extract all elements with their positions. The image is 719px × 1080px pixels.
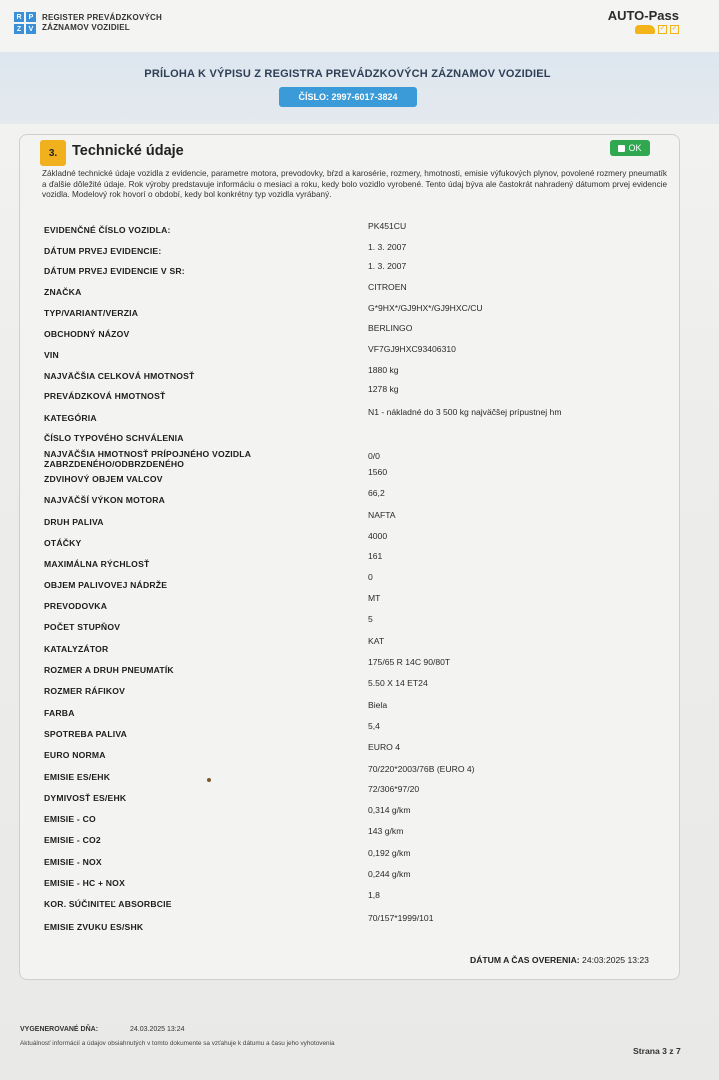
table-row [20, 869, 681, 898]
row-value: 5.50 X 14 ET24 [368, 678, 428, 688]
generated-date [20, 1026, 185, 1033]
row-label: NAJVÄČŠIA CELKOVÁ HMOTNOSŤ [44, 371, 195, 381]
section-intro: Základné technické údaje vozidla z evidencie, parametre motora, prevodovky, bŕzd a karosérie, rozmery, hmotnosti, emisie výfukových plynov, povolené rozmery pneumatík a ďalšie dôležité údaje. Rok výroby predstavuje informáciu o mesiaci a roku, kedy bolo vozidlo vyrobené. Tento údaj býva ale častokrát nahradený dátumom prvej evidencie vozidla. Modelový rok hovorí o období, kedy bol konkrétny typ vozidla vyrábaný. [42, 169, 667, 199]
row-label: DRUH PALIVA [44, 517, 104, 527]
footer-note: Aktuálnosť informácií a údajov obsiahnutých v tomto dokumente sa vzťahuje k dátumu a času jeho vyhotovenia [20, 1040, 335, 1047]
row-value: 1. 3. 2007 [368, 242, 407, 252]
verification-timestamp [470, 955, 649, 965]
checkbox-icon: ✓ [659, 25, 666, 32]
row-value: 1278 kg [368, 384, 399, 394]
row-label: VIN [44, 350, 59, 360]
row-label: OBJEM PALIVOVEJ NÁDRŽE [44, 580, 168, 590]
row-value: 70/220*2003/76B (EURO 4) [368, 764, 475, 774]
table-row [20, 826, 681, 855]
row-value: KAT [368, 636, 385, 646]
row-label: FARBA [44, 708, 75, 718]
paper-speck [207, 778, 211, 782]
table-row [20, 678, 681, 706]
row-value: 1,8 [368, 890, 380, 900]
row-value: 1. 3. 2007 [368, 261, 407, 271]
row-value: NAFTA [368, 510, 396, 520]
row-value: 4000 [368, 531, 388, 541]
row-label: ZDVIHOVÝ OBJEM VALCOV [44, 474, 163, 484]
row-label: PREVÁDZKOVÁ HMOTNOSŤ [44, 391, 166, 401]
table-row [20, 805, 681, 834]
status-label: OK [628, 143, 642, 153]
row-value: 5,4 [368, 721, 380, 731]
table-row [20, 700, 681, 728]
row-label: EMISIE - HC + NOX [44, 878, 125, 888]
row-value: 1880 kg [368, 365, 399, 375]
autopass-icons [608, 25, 679, 34]
generated-value: 24.03.2025 13:24 [130, 1026, 185, 1033]
table-row [20, 572, 681, 600]
row-label: KOR. SÚČINITEĽ ABSORBCIE [44, 899, 172, 909]
table-row [20, 365, 681, 391]
row-value: MT [368, 593, 381, 603]
logo-letter: P [26, 12, 36, 22]
table-row [20, 742, 681, 770]
row-label: PREVODOVKA [44, 601, 108, 611]
row-label: KATEGÓRIA [44, 413, 97, 423]
table-row [20, 510, 681, 537]
table-row [20, 344, 681, 370]
report-number-badge: ČÍSLO: 2997-6017-3824 [279, 87, 417, 107]
row-label: DYMIVOSŤ ES/EHK [44, 793, 127, 803]
row-value: 175/65 R 14C 90/80T [368, 657, 451, 667]
banner-title: PRÍLOHA K VÝPISU Z REGISTRA PREVÁDZKOVÝCH ZÁZNAMOV VOZIDIEL [144, 68, 551, 80]
table-row [20, 303, 681, 328]
row-value: PK451CU [368, 221, 407, 231]
table-row [20, 551, 681, 579]
header-banner [0, 52, 719, 124]
table-row [20, 657, 681, 685]
section-title: Technické údaje [72, 143, 184, 159]
row-value: G*9HX*/GJ9HX*/GJ9HXC/CU [368, 303, 483, 313]
table-row [20, 488, 681, 515]
row-value: CITROEN [368, 282, 407, 292]
row-value: 0,192 g/km [368, 848, 411, 858]
table-row [20, 721, 681, 749]
row-label: OBCHODNÝ NÁZOV [44, 329, 130, 339]
row-label: TYP/VARIANT/VERZIA [44, 308, 139, 318]
table-row [20, 323, 681, 349]
row-label: EVIDENČNÉ ČÍSLO VOZIDLA: [44, 225, 171, 235]
logo-letter: Z [14, 24, 24, 34]
rpzv-logo [14, 12, 162, 34]
page-number: Strana 3 z 7 [633, 1046, 681, 1056]
row-label: EMISIE ZVUKU ES/SHK [44, 922, 144, 932]
row-value: 0 [368, 572, 373, 582]
verification-value: 24:03:2025 13:23 [582, 955, 649, 965]
generated-label: VYGENEROVANÉ DŇA: [20, 1026, 99, 1033]
autopass-title: AUTO-Pass [607, 8, 679, 23]
row-label: EMISIE - CO2 [44, 835, 101, 845]
row-label: EMISIE - NOX [44, 857, 102, 867]
table-row [20, 848, 681, 877]
logo-text [42, 13, 162, 33]
row-value: 0,314 g/km [368, 805, 411, 815]
row-value: 5 [368, 614, 373, 624]
row-label: EMISIE ES/EHK [44, 772, 111, 782]
table-row [20, 614, 681, 642]
row-value: 161 [368, 551, 383, 561]
section-number: 3. [40, 140, 66, 166]
row-label: OTÁČKY [44, 538, 82, 548]
row-value: BERLINGO [368, 323, 413, 333]
row-label: ROZMER RÁFIKOV [44, 686, 126, 696]
table-row [20, 636, 681, 664]
logo-letter: V [26, 24, 36, 34]
table-row [20, 384, 681, 411]
row-value: 0/0 [368, 451, 380, 461]
row-label: DÁTUM PRVEJ EVIDENCIE: [44, 246, 162, 256]
logo-line1: REGISTER PREVÁDZKOVÝCH [42, 13, 162, 22]
table-row [20, 890, 681, 919]
table-row [20, 593, 681, 621]
row-label: SPOTREBA PALIVA [44, 729, 128, 739]
table-row [20, 467, 681, 494]
check-icon [618, 145, 625, 152]
table-row [20, 407, 681, 433]
table-row [20, 261, 681, 286]
car-icon [635, 25, 655, 34]
table-row [20, 282, 681, 307]
row-value: VF7GJ9HXC93406310 [368, 344, 456, 354]
status-badge [610, 140, 650, 156]
row-label: EURO NORMA [44, 750, 106, 760]
row-label: NAJVÄČŠIA HMOTNOSŤ PRÍPOJNÉHO VOZIDLA ZABRZDENÉHO/ODBRZDENÉHO [44, 449, 251, 469]
row-label: NAJVÄČŠÍ VÝKON MOTORA [44, 495, 166, 505]
checkbox-icon: ✓ [671, 25, 678, 32]
row-value: N1 - nákladné do 3 500 kg najväčšej prípustnej hm [368, 407, 562, 417]
row-value: 66,2 [368, 488, 385, 498]
row-value: 0,244 g/km [368, 869, 411, 879]
table-row [20, 531, 681, 558]
table-row [20, 449, 681, 473]
table-row [20, 764, 681, 792]
row-value: 70/157*1999/101 [368, 913, 434, 923]
verification-label: DÁTUM A ČAS OVERENIA: [470, 955, 580, 965]
row-value: 143 g/km [368, 826, 404, 836]
logo-mark [14, 12, 36, 34]
row-value: EURO 4 [368, 742, 400, 752]
row-value: 1560 [368, 467, 388, 477]
table-row [20, 242, 681, 266]
row-label: EMISIE - CO [44, 814, 96, 824]
row-label: POČET STUPŇOV [44, 622, 121, 632]
table-row [20, 913, 681, 942]
row-label: KATALYZÁTOR [44, 644, 109, 654]
logo-letter: R [14, 12, 24, 22]
row-label: MAXIMÁLNA RÝCHLOSŤ [44, 559, 150, 569]
row-value: Biela [368, 700, 388, 710]
logo-line2: ZÁZNAMOV VOZIDIEL [42, 23, 130, 32]
table-row [20, 784, 681, 813]
table-row [20, 221, 681, 245]
row-label: ČÍSLO TYPOVÉHO SCHVÁLENIA [44, 433, 184, 443]
row-label: ZNAČKA [44, 287, 82, 297]
row-value: 72/306*97/20 [368, 784, 420, 794]
technical-data-card [19, 134, 680, 980]
row-label: DÁTUM PRVEJ EVIDENCIE V SR: [44, 266, 185, 276]
autopass-logo [608, 8, 679, 34]
row-label: ROZMER A DRUH PNEUMATÍK [44, 665, 174, 675]
